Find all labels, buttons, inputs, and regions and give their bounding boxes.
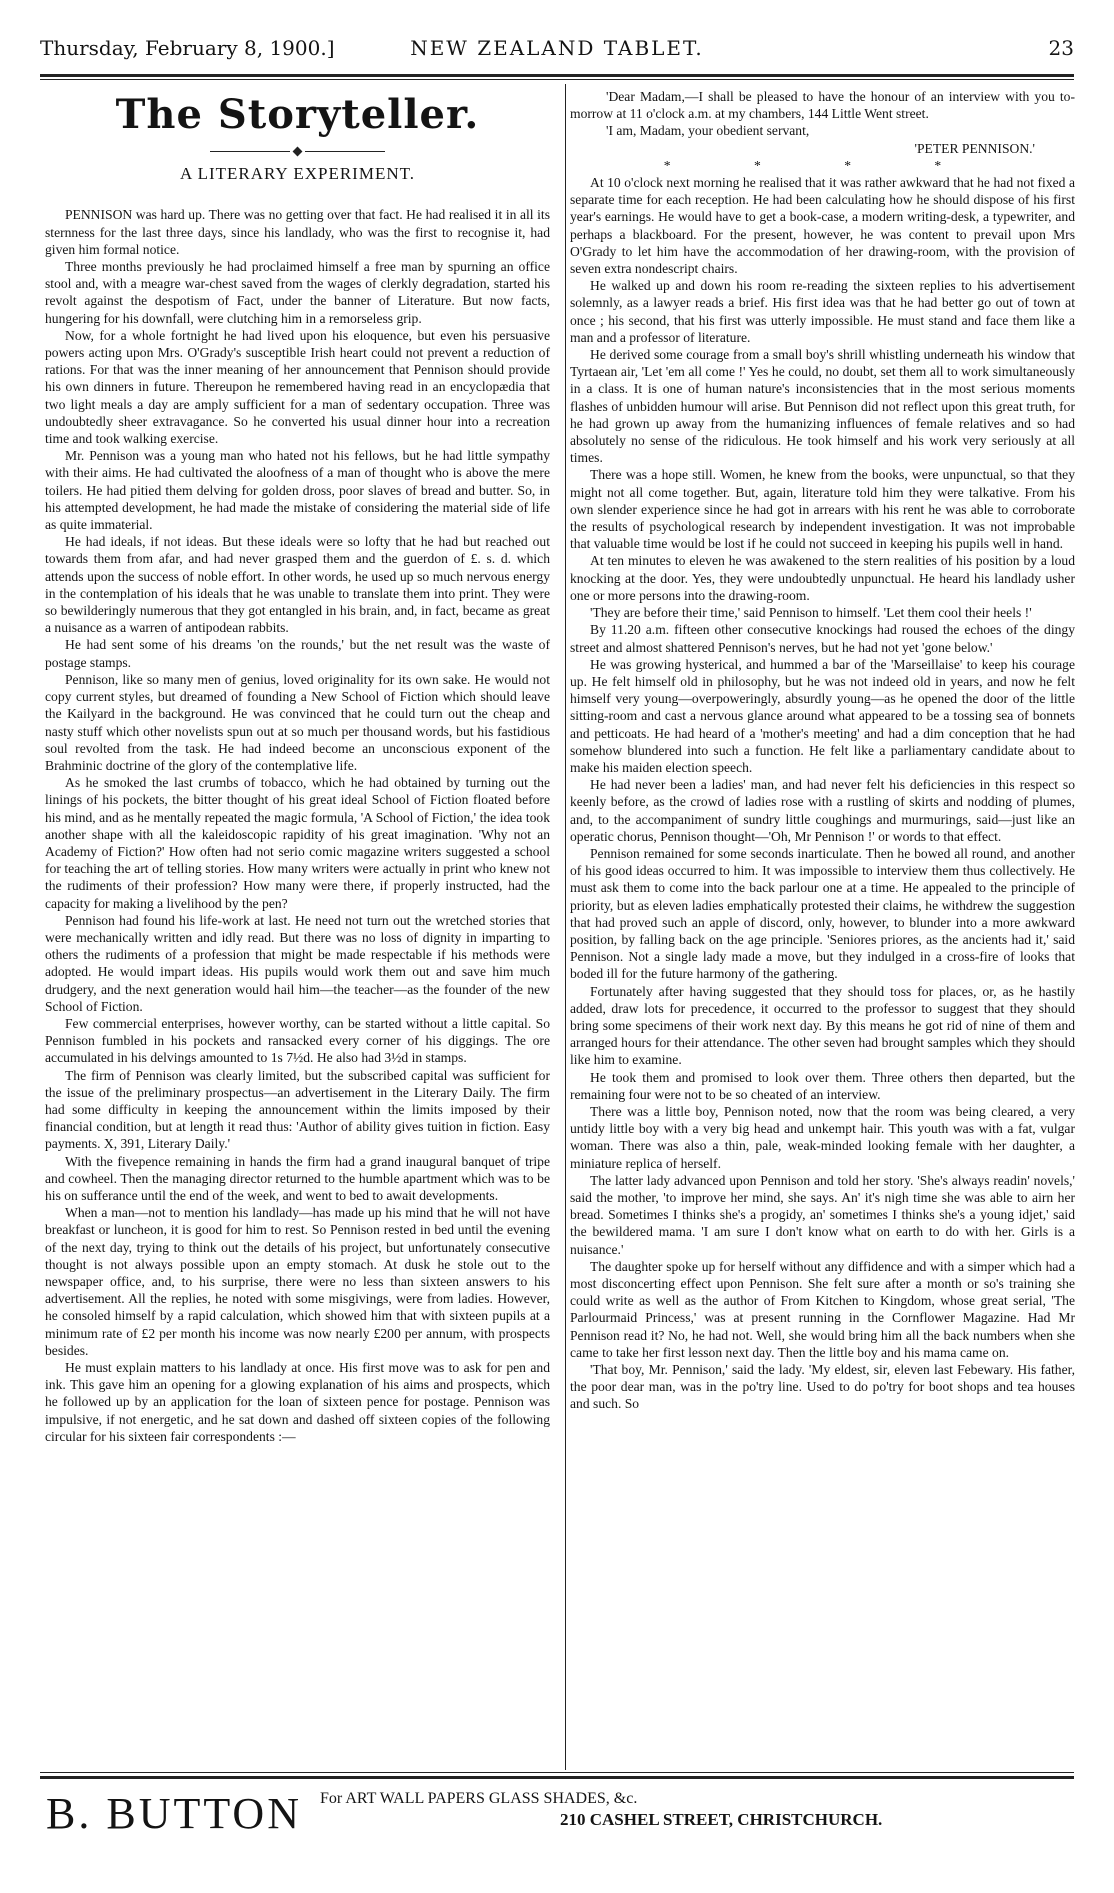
paragraph: He was growing hysterical, and hummed a bar of the 'Marseillaise' to keep his courage up. He felt himself old in philosophy, but he was not indeed old in years, and now he felt himself very young—overpoweringly, absurdly young—as he opened the door of the little sitting-room and cast a nervous glance around what appeared to be a tossing sea of bonnets and petticoats. He had heard of a 'mother's meeting' and had a dim conception that he had somehow blundered into such a function. He felt like a parliamentary candidate about to make his maiden election speech. [570, 656, 1075, 775]
paragraph: At 10 o'clock next morning he realised that it was rather awkward that he had not fixed a separate time for each reception. He had been calculating how he should dispose of his first year's earnings. He would have to get a book-case, a modern writing-desk, a typewriter, and perhaps a blackboard. For the present, however, he was content to prevail upon Mrs O'Grady to let him have the accommodation of her drawing-room, with the provision of seven extra nondescript chairs. [570, 175, 1075, 277]
left-column [45, 90, 550, 1445]
divider-line [210, 151, 290, 152]
page-number: 23 [1048, 36, 1074, 60]
paragraph: He walked up and down his room re-reading the sixteen replies to his advertisement solemnly, as a lawyer reads a brief. His first idea was that he had better go out of town at once ; his second, that his first was utterly impossible. He must stand and face them like a man and a professor of literature. [570, 278, 1075, 345]
paragraph: Fortunately after having suggested that they should toss for places, or, as he hastily added, draw lots for precedence, it occurred to the professor to suggest that they should bring some specimens of their work next day. By this means he got rid of nine of them and arranged hours for their attendance. The other seven had brought samples which they should like him to examine. [570, 983, 1075, 1068]
publication-title: NEW ZEALAND TABLET. [410, 36, 704, 60]
letter-body: 'Dear Madam,—I shall be pleased to have the honour of an interview with you to-morrow at 11 o'clock a.m. at my chambers, 144 Little Went street. [570, 89, 1075, 122]
paragraph: When a man—not to mention his landlady—has made up his mind that he will not have breakfast or luncheon, it is good for him to rest. So Pennison rested in bed until the evening of the next day, trying to think out the details of his project, but unfortunately consecutive thought is not always possible upon an empty stomach. At dusk he stole out to the newspaper office, and, to his surprise, there were no less than sixteen answers to his advertisement. All the replies, he noted with some misgivings, were from ladies. However, he consoled himself by a rapid calculation, which showed him that with sixteen pupils at a minimum rate of £2 per month his income was now nearly £200 per annum, with prospects besides. [45, 1205, 550, 1358]
letter-signature: 'PETER PENNISON.' [914, 140, 1035, 156]
paragraph: Pennison remained for some seconds inarticulate. Then he bowed all round, and another of his good ideas occurred to him. It was impossible to interview them thus collectively. He must ask them to come into the back parlour one at a time. He appealed to the principle of priority, but as eleven ladies emphatically protested their claims, he withdrew the suggestion that had proved such an apple of discord, only, however, to blunder into a more awkward position, by falling back on the age principle. 'Seniores priores, as the ancients had it,' said Pennison. Not a single lady made a move, but they indulged in a cross-fire of looks that boded ill for the future harmony of the gathering. [570, 845, 1075, 982]
paragraph: PENNISON was hard up. There was no getting over that fact. He had realised it in all its sternness for the last three days, since his landlady, who was the first to recognise it, had given him formal notice. [45, 207, 550, 257]
paragraph: Pennison, like so many men of genius, loved originality for its own sake. He would not copy current styles, but dreamed of founding a New School of Fiction which should leave the Kailyard in the background. He was convinced that he could turn out the cheap and nasty stuff which other novelists spun out at so much per thousand words, but his fastidious soul revolted from the task. He had indeed become an unconscious exponent of the Brahminic doctrine of the glory of the contemplative life. [45, 671, 550, 773]
issue-date: Thursday, February 8, 1900.] [40, 36, 335, 60]
paragraph: The firm of Pennison was clearly limited, but the subscribed capital was sufficient for the issue of the preliminary prospectus—an advertisement in the Literary Daily. The firm had some difficulty in keeping the announcement within the limits imposed by their financial condition, but at length it read thus: 'Author of ability gives tuition in fiction. Easy payments. X, 391, Literary Daily.' [45, 1067, 550, 1152]
right-paragraphs [570, 174, 1075, 1413]
paragraph: He had sent some of his dreams 'on the rounds,' but the net result was the waste of postage stamps. [45, 637, 550, 670]
paragraph: 'That boy, Mr. Pennison,' said the lady. 'My eldest, sir, eleven last Febewary. His father, the poor dear man, was in the po'try line. Used to do po'try for boot shops and tea houses and such. So [570, 1362, 1075, 1412]
section-masthead: The Storyteller. [115, 91, 480, 138]
paragraph: There was a hope still. Women, he knew from the books, were unpunctual, so that they might not all come together. But, again, literature told him they were talkative. From his own slender experience since he had got in arrears with his rent he was able to corroborate the results of psychological research by independent investigation. It was not improbable that valuable time would be lost if he could not succeed in keeping his pupils well in hand. [570, 467, 1075, 552]
header-rule-thin [40, 79, 1074, 80]
left-paragraphs [45, 206, 550, 1445]
paragraph: Mr. Pennison was a young man who hated not his fellows, but he had little sympathy with their aims. He had cultivated the aloofness of a man of thought who is above the mere toilers. He had pitied them delving for golden dross, poor slaves of bread and butter. So, in his attempted development, he had made the mistake of considering the material side of life as quite immaterial. [45, 448, 550, 533]
story-subtitle: A LITERARY EXPERIMENT. [180, 164, 415, 184]
right-column [570, 88, 1075, 1413]
paragraph: He derived some courage from a small boy's shrill whistling underneath his window that Tyrtaean air, 'Let 'em all come !' Yes he could, no doubt, set them all to work simultaneously in a class. It is one of human nature's inconsistencies that in the most serious moments flashes of unbidden humour will arise. But Pennison did not reflect upon this great truth, for he had grown up away from the humanizing influences of female relatives and so had absolutely no sense of the ridiculous. He took himself and his work very seriously at all times. [570, 347, 1075, 466]
header-rule-thick [40, 74, 1074, 77]
paragraph: The daughter spoke up for herself without any diffidence and with a simper which had a most disconcerting effect upon Pennison. She felt sure after a month or so's training she could write as well as the author of From Kitchen to Kingdom, whose great serial, 'The Parlourmaid Princess,' was at present running in the Cornflower Magazine. Had Mr Pennison read it? No, he had not. Well, she would bring him all the back numbers when she came to take her first lesson next day. Then the little boy and his mama came on. [570, 1258, 1075, 1360]
letter-closing: 'I am, Madam, your obedient servant, [606, 123, 810, 139]
paragraph: 'They are before their time,' said Pennison to himself. 'Let them cool their heels !' [590, 605, 1032, 621]
paragraph: Few commercial enterprises, however worthy, can be started without a little capital. So Pennison fumbled in his pockets and ransacked every corner of his diggings. The ore accumulated in his delvings amounted to 1s 7½d. He also had 3½d in stamps. [45, 1015, 550, 1066]
advertiser-name: B. BUTTON [46, 1789, 302, 1838]
paragraph: He took them and promised to look over them. Three others then departed, but the remaining four were not to be so cheated of an interview. [570, 1069, 1075, 1102]
paragraph: Now, for a whole fortnight he had lived upon his eloquence, but even his persuasive powers acting upon Mrs. O'Grady's susceptible Irish heart could not prevent a reduction of rations. For that was the inner meaning of her announcement that Pennison should provide his own dinners in future. Thereupon he remembered having read in an encyclopædia that two light meals a day are amply sufficient for a man of sedentary occupation. Three was undoubtedly sheer extravagance. So he converted his usual dinner hour into a recreation time and took walking exercise. [45, 327, 550, 447]
advertisement [40, 1782, 1074, 1872]
paragraph: At ten minutes to eleven he was awakened to the stern realities of his position by a loud knocking at the door. Yes, they were undoubtedly unpunctual. He heard his landlady usher one or more persons into the drawing-room. [570, 553, 1075, 603]
paragraph: The latter lady advanced upon Pennison and told her story. 'She's always readin' novels,' said the mother, 'to improve her mind, she says. An' it's nigh time she was able to airn her bread. Sometimes I thinks she's a progidy, an' sometimes I thinks she's a young idjet,' said the bewildered mama. 'I am sure I don't know what on earth to do with her. Girls is a nuisance.' [570, 1172, 1075, 1257]
footer-rule-thick [40, 1776, 1074, 1779]
paragraph: As he smoked the last crumbs of tobacco, which he had obtained by turning out the linings of his pockets, the bitter thought of his great ideal School of Fiction floated before his mind, and as he mentally repeated the magic formula, 'A School of Fiction,' the idea took another shape with all the kaleidoscopic rapidity of his great imagination. 'Why not an Academy of Fiction?' How often had not serio comic magazine writers suggested a school for teaching the art of telling stories. How many writers were actually in print who knew not the rudiments of their profession? How many were there, if properly instructed, had the capacity for making a livelihood by the pen? [45, 775, 550, 911]
section-separator: * * * * [663, 157, 982, 173]
paragraph: With the fivepence remaining in hands the firm had a grand inaugural banquet of tripe and cowheel. Then the managing director returned to the humble apartment which was to be his on sufferance until the end of the week, and went to bed to await developments. [45, 1153, 550, 1203]
paragraph: By 11.20 a.m. fifteen other consecutive knockings had roused the echoes of the dingy street and almost shattered Pennison's nerves, but he had not yet 'gone below.' [570, 622, 1075, 655]
diamond-icon [293, 147, 303, 157]
advertised-products: For ART WALL PAPERS GLASS SHADES, &c. [320, 1790, 638, 1807]
advertiser-address: 210 CASHEL STREET, CHRISTCHURCH. [560, 1810, 883, 1829]
column-divider [565, 84, 566, 1770]
paragraph: Three months previously he had proclaimed himself a free man by spurning an office stool and, with a meagre war-chest saved from the wages of clerkly degradation, started his revolt against the despotism of Fact, under the banner of Literature. But now facts, hungering for his downfall, were clutching him in a remorseless grip. [45, 259, 550, 326]
ornament-divider [45, 142, 550, 159]
paragraph: He had ideals, if not ideas. But these ideals were so lofty that he had but reached out towards them from afar, and had never grasped them and the guerdon of £. s. d. which attends upon the success of noble effort. In other words, he used up so much nervous energy in the contemplation of his ideals that he was unable to translate them into print. They were so bewilderingly numerous that they got entangled in his brain, and, in fact, became as great a nuisance as a warren of antipodean rabbits. [45, 534, 550, 636]
paragraph: There was a little boy, Pennison noted, now that the room was being cleared, a very untidy little boy with a very big head and unkempt hair. This youth was with a fat, vulgar woman. There was also a thin, pale, weak-minded looking female with her daughter, a miniature replica of herself. [570, 1103, 1075, 1171]
paragraph: He had never been a ladies' man, and had never felt his deficiencies in this respect so keenly before, as the crowd of ladies rose with a rustling of skirts and nodding of plumes, and, to the accompaniment of sundry little coughings and murmurings, said—just like an operatic chorus, Pennison thought—'Oh, Mr Pennison !' or words to that effect. [570, 777, 1075, 844]
divider-line [305, 151, 385, 152]
footer-rule-thin [40, 1772, 1074, 1773]
paragraph: He must explain matters to his landlady at once. His first move was to ask for pen and ink. This gave him an opening for a glowing explanation of his aims and prospects, which he followed up by an application for the loan of sixteen pence for postage. Pennison was impulsive, if not energetic, and he sat down and dashed off sixteen copies of the following circular for his sixteen fair correspondents :— [45, 1360, 550, 1444]
page-header [40, 30, 1074, 70]
paragraph: Pennison had found his life-work at last. He need not turn out the wretched stories that were mechanically written and idly read. But there was no loss of dignity in imparting to others the rudiments of a profession that might be made respectable if his methods were adopted. He would impart ideas. His pupils would work them out and save him much drudgery, and the next generation would hail him—the teacher—as the founder of the new School of Fiction. [45, 912, 550, 1014]
